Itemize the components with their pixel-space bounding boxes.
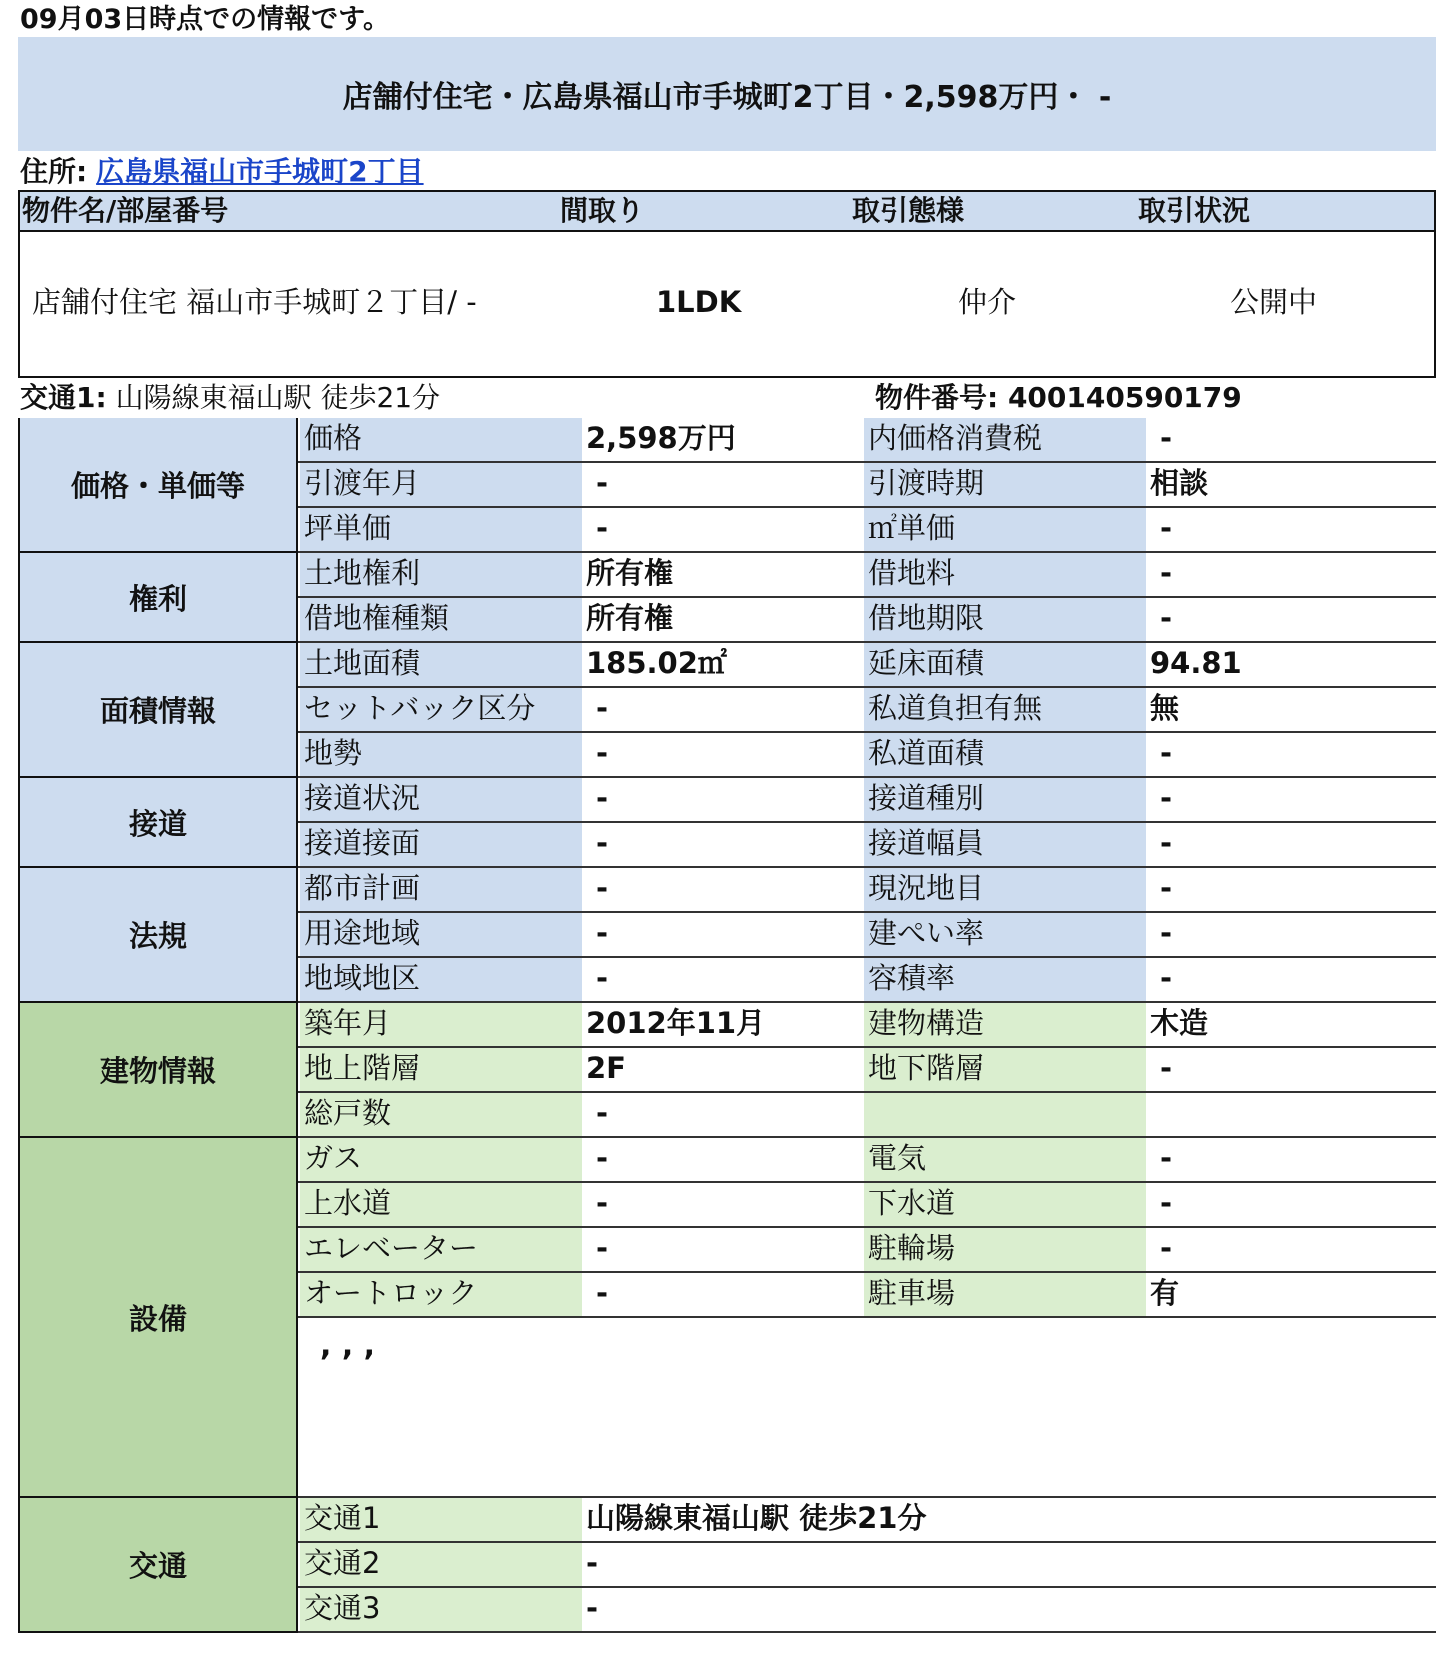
field-label: 坪単価	[300, 508, 582, 551]
field-value: -	[596, 1276, 609, 1310]
field-value: 94.81	[1150, 646, 1242, 680]
equipment-notes: , , ,	[298, 1318, 1436, 1496]
field-value: -	[1160, 601, 1173, 635]
field-label: 土地面積	[300, 643, 582, 686]
field-label: 建ぺい率	[864, 913, 1146, 956]
field-value: -	[1160, 1051, 1173, 1085]
as-of-date: 09月03日時点での情報です。	[20, 4, 390, 35]
field-value: -	[1160, 556, 1173, 590]
header-property-name: 物件名/部屋番号	[22, 194, 229, 227]
field-value: -	[586, 1546, 599, 1580]
field-value: -	[1160, 511, 1173, 545]
field-label: 建物構造	[864, 1003, 1146, 1046]
field-value: -	[596, 781, 609, 815]
field-value: -	[596, 961, 609, 995]
summary-values	[20, 232, 1434, 378]
field-value: -	[596, 826, 609, 860]
field-value: -	[1160, 826, 1173, 860]
listing-title-banner	[18, 37, 1436, 151]
header-deal-type: 取引態様	[852, 194, 965, 227]
field-value: 185.02㎡	[586, 646, 727, 680]
header-layout: 間取り	[560, 194, 645, 227]
field-value: -	[596, 511, 609, 545]
field-value: -	[1160, 421, 1173, 455]
field-label: 築年月	[300, 1003, 582, 1046]
field-value: -	[1160, 1231, 1173, 1265]
field-label: 借地料	[864, 553, 1146, 596]
field-label: 延床面積	[864, 643, 1146, 686]
field-label: ガス	[300, 1138, 582, 1181]
field-label: 接道幅員	[864, 823, 1146, 866]
field-value: -	[596, 1186, 609, 1220]
field-value: 有	[1150, 1276, 1180, 1310]
field-value: -	[1160, 961, 1173, 995]
field-value: -	[586, 1591, 599, 1625]
property-number	[875, 378, 1242, 418]
field-label: 電気	[864, 1138, 1146, 1181]
column-divider	[296, 418, 298, 1633]
field-value: -	[1160, 916, 1173, 950]
field-value: 相談	[1150, 466, 1209, 500]
field-label: セットバック区分	[300, 688, 582, 731]
field-value: -	[596, 916, 609, 950]
field-label: ㎡単価	[864, 508, 1146, 551]
field-value: -	[1160, 781, 1173, 815]
field-label	[864, 1093, 1146, 1136]
field-value: -	[596, 1141, 609, 1175]
field-value: -	[596, 871, 609, 905]
field-label: 地上階層	[300, 1048, 582, 1091]
status-value: 公開中	[1230, 285, 1318, 319]
layout-value: 1LDK	[656, 285, 742, 319]
field-label: 用途地域	[300, 913, 582, 956]
field-value: 2012年11月	[586, 1006, 766, 1040]
property-name: 店舗付住宅 福山市手城町２丁目/ -	[32, 285, 477, 319]
field-value: -	[596, 1231, 609, 1265]
section-label: 交通	[18, 1498, 298, 1633]
field-label: 引渡時期	[864, 463, 1146, 506]
field-value: -	[596, 1096, 609, 1130]
field-label: 現況地目	[864, 868, 1146, 911]
field-label: 駐輪場	[864, 1228, 1146, 1271]
field-label: 交通1	[300, 1498, 582, 1541]
field-label: 内価格消費税	[864, 418, 1146, 461]
field-value: -	[1160, 871, 1173, 905]
section-label: 建物情報	[18, 1003, 298, 1138]
section-label: 権利	[18, 553, 298, 643]
field-label: 土地権利	[300, 553, 582, 596]
field-value: 2F	[586, 1051, 626, 1085]
field-label: 接道接面	[300, 823, 582, 866]
field-label: 地勢	[300, 733, 582, 776]
traffic-value: 山陽線東福山駅 徒歩21分	[115, 381, 441, 414]
section-label: 価格・単価等	[18, 418, 298, 553]
field-label: 容積率	[864, 958, 1146, 1001]
field-value: -	[1160, 736, 1173, 770]
header-status: 取引状況	[1138, 194, 1251, 227]
field-label: 地下階層	[864, 1048, 1146, 1091]
field-value: -	[596, 736, 609, 770]
address-label: 住所:	[20, 155, 88, 188]
field-label: 都市計画	[300, 868, 582, 911]
field-value: 所有権	[586, 556, 674, 590]
field-value: -	[1160, 1141, 1173, 1175]
address-row	[20, 152, 424, 192]
field-label: 私道面積	[864, 733, 1146, 776]
field-value: 無	[1150, 691, 1180, 725]
field-label: 交通3	[300, 1588, 582, 1631]
field-value: -	[596, 466, 609, 500]
detail-table	[18, 418, 1436, 1650]
field-value: 山陽線東福山駅 徒歩21分	[586, 1501, 927, 1535]
traffic-summary	[20, 378, 440, 418]
field-label: 総戸数	[300, 1093, 582, 1136]
section-label: 法規	[18, 868, 298, 1003]
field-value: 2,598万円	[586, 421, 736, 455]
field-label: 私道負担有無	[864, 688, 1146, 731]
summary-table	[18, 190, 1436, 378]
field-value: -	[1160, 1186, 1173, 1220]
field-label: 地域地区	[300, 958, 582, 1001]
field-label: 接道種別	[864, 778, 1146, 821]
field-label: エレベーター	[300, 1228, 582, 1271]
field-label: 引渡年月	[300, 463, 582, 506]
field-label: オートロック	[300, 1273, 582, 1316]
field-value	[1146, 1093, 1436, 1136]
row-divider	[298, 1631, 1436, 1633]
field-value: 所有権	[586, 601, 674, 635]
field-label: 価格	[300, 418, 582, 461]
section-label: 接道	[18, 778, 298, 868]
field-label: 下水道	[864, 1183, 1146, 1226]
field-label: 駐車場	[864, 1273, 1146, 1316]
traffic-label: 交通1:	[20, 381, 107, 414]
section-label: 面積情報	[18, 643, 298, 778]
field-value: -	[596, 691, 609, 725]
deal-type-value: 仲介	[958, 285, 1017, 319]
field-label: 借地権種類	[300, 598, 582, 641]
property-number-value: 400140590179	[1007, 381, 1242, 414]
summary-header	[20, 192, 1434, 232]
property-number-label: 物件番号:	[875, 381, 999, 414]
listing-title: 店舗付住宅・広島県福山市手城町2丁目・2,598万円・ -	[342, 80, 1112, 115]
field-label: 上水道	[300, 1183, 582, 1226]
address-link[interactable]: 広島県福山市手城町2丁目	[96, 155, 424, 188]
field-label: 借地期限	[864, 598, 1146, 641]
field-label: 交通2	[300, 1543, 582, 1586]
field-value: 木造	[1150, 1006, 1209, 1040]
section-label: 設備	[18, 1138, 298, 1498]
field-label: 接道状況	[300, 778, 582, 821]
